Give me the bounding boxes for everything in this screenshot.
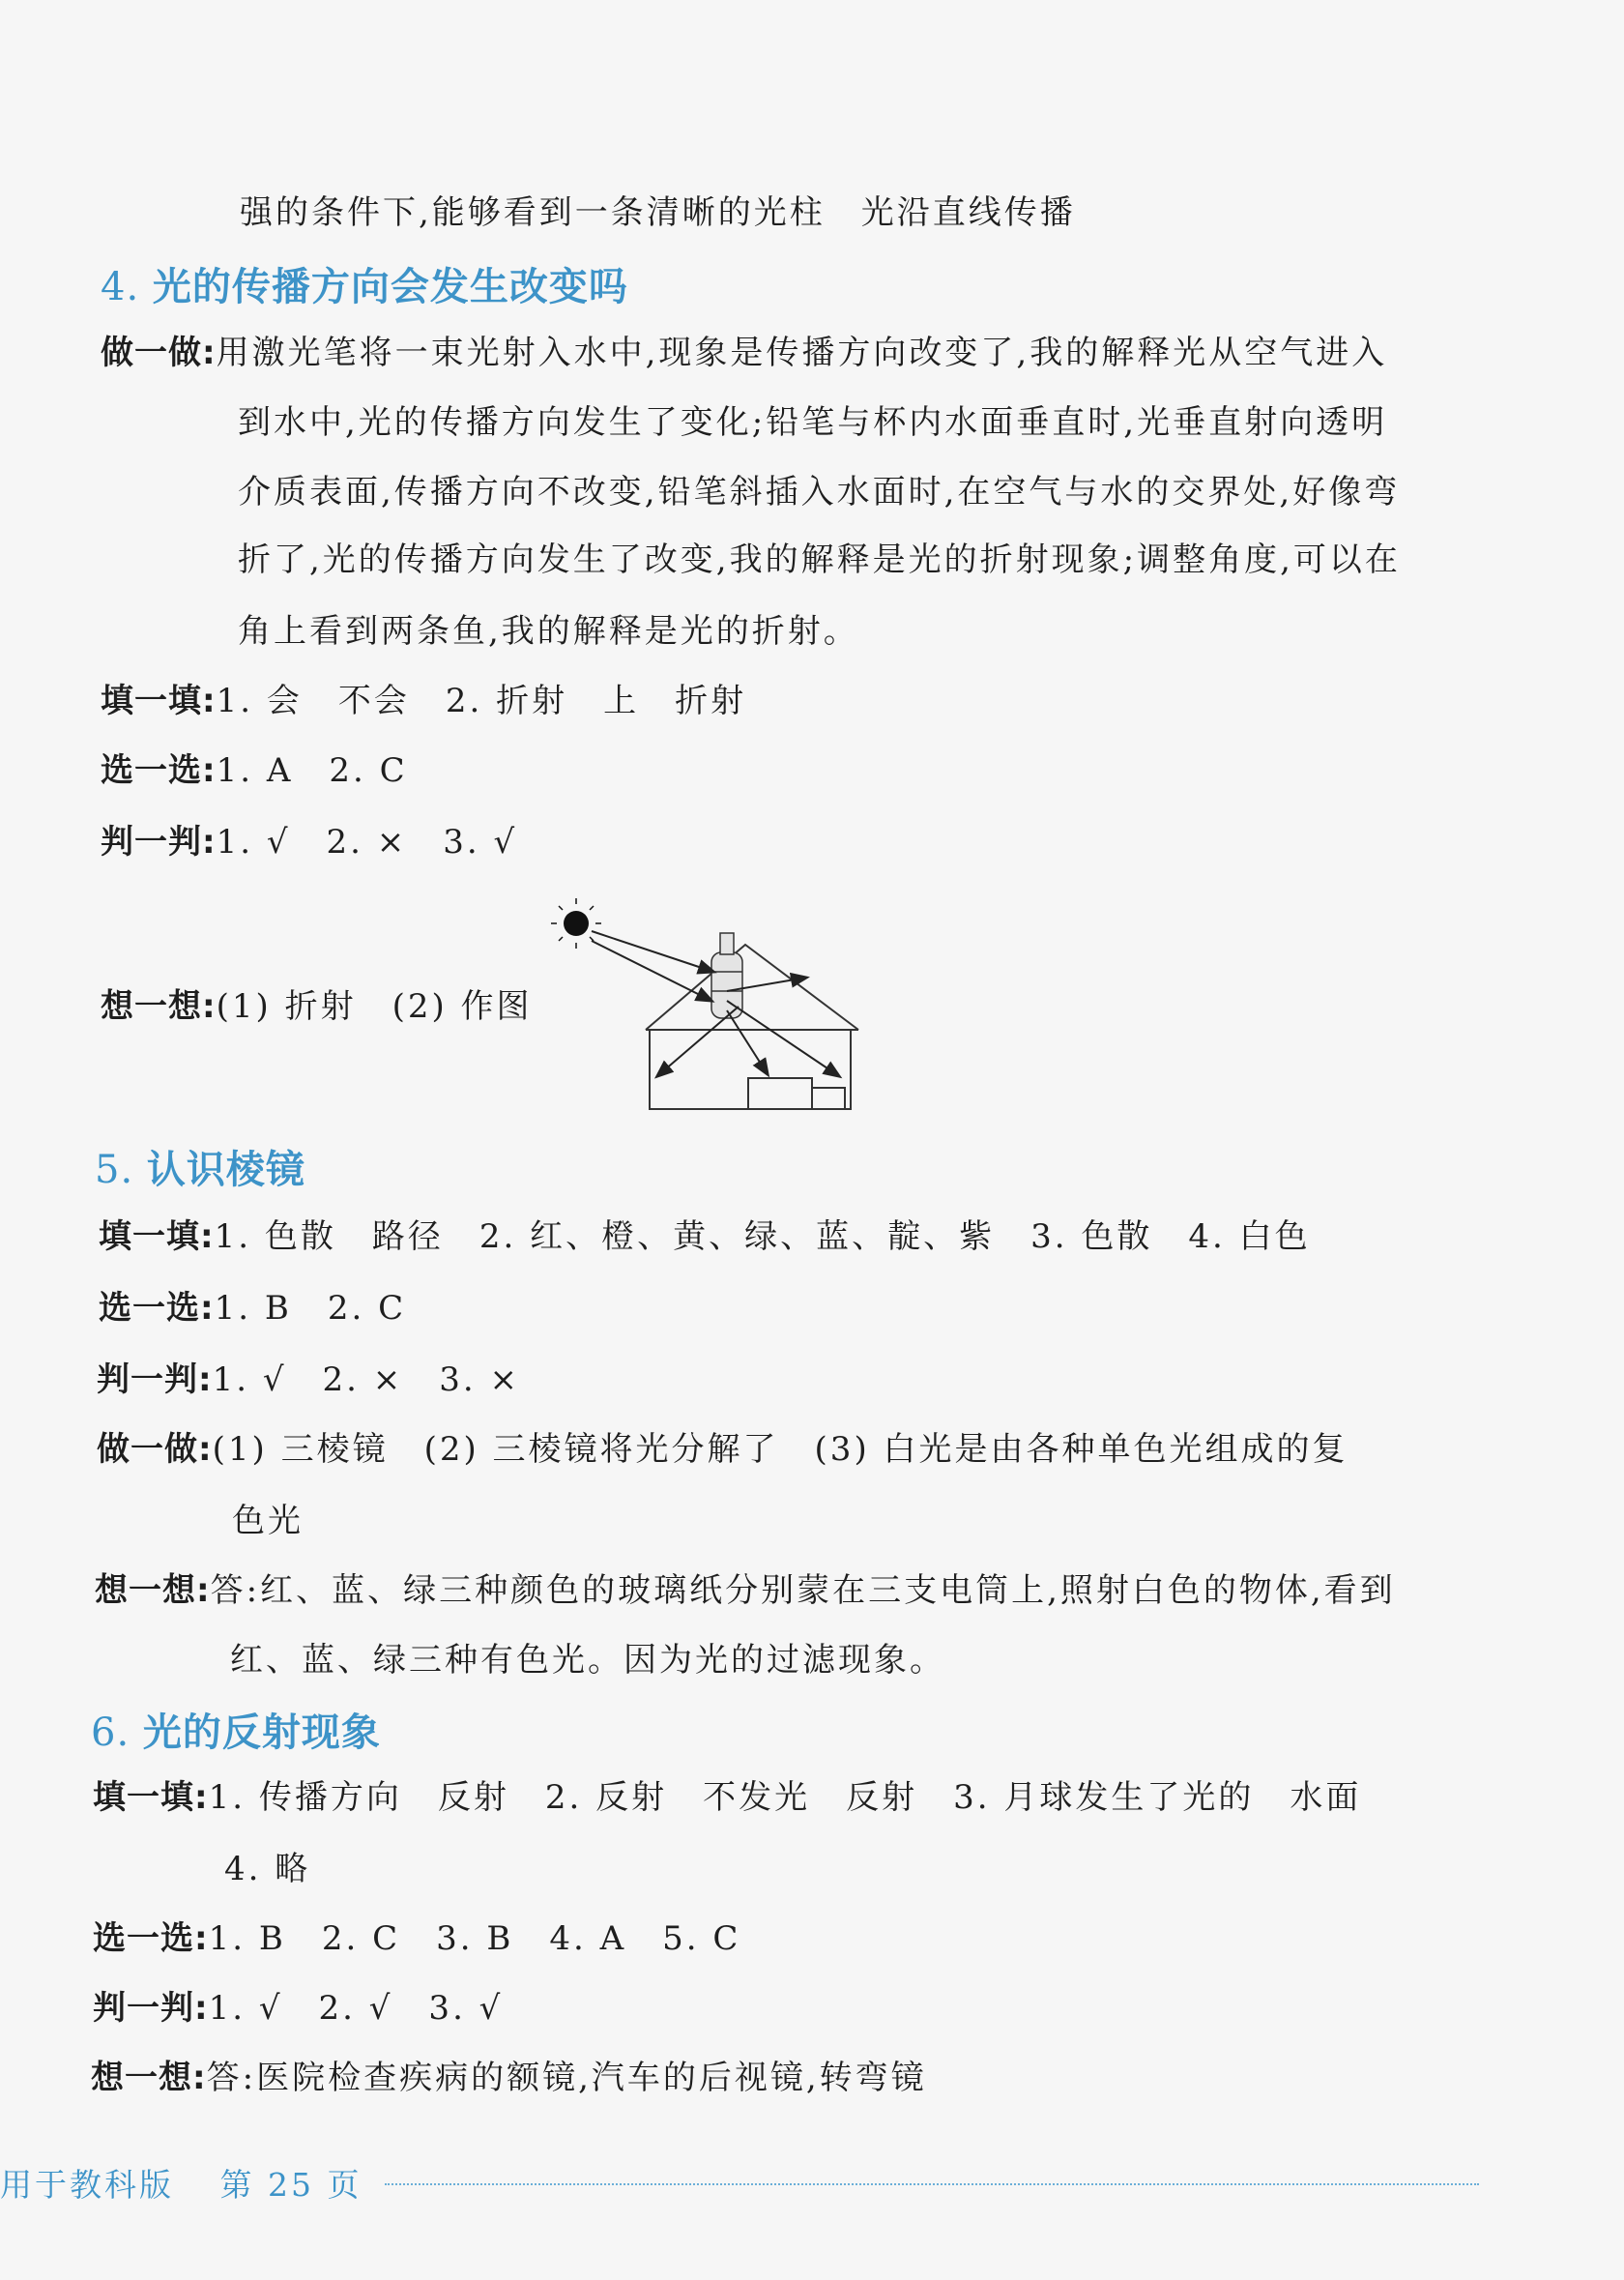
s4-xiang-line (101, 987, 533, 1026)
section-6-number: 6. (91, 1710, 130, 1755)
s4-zuo-line-5: 角上看到两条鱼,我的解释是光的折射。 (238, 612, 859, 651)
section-4-heading (101, 265, 628, 309)
s5-xuan-text: 1. B 2. C (214, 1289, 407, 1328)
s5-xiang-line-1 (95, 1571, 1396, 1610)
s6-pan-text: 1. √ 2. √ 3. √ (208, 1989, 504, 2028)
s6-tian-label: 填一填: (93, 1778, 209, 1817)
house-outline (646, 945, 858, 1109)
s5-xiang-line-2: 红、蓝、绿三种有色光。因为光的过滤现象。 (230, 1641, 945, 1680)
s6-tian-text-1: 1. 传播方向 反射 2. 反射 不发光 反射 3. 月球发生了光的 水面 (208, 1778, 1362, 1817)
bottle-icon (711, 933, 742, 1018)
s6-xiang-line (91, 2059, 927, 2097)
s4-xiang-label: 想一想: (101, 987, 217, 1026)
s4-pan-line (101, 823, 518, 862)
section-5-heading (95, 1148, 305, 1192)
footer-dotted-rule (385, 2183, 1479, 2185)
s4-tian-text: 1. 会 不会 2. 折射 上 折射 (216, 682, 747, 720)
s4-zuo-text-1: 用激光笔将一束光射入水中,现象是传播方向改变了,我的解释光从空气进入 (216, 334, 1388, 372)
s4-pan-text: 1. √ 2. × 3. √ (216, 823, 518, 862)
s5-zuo-line-1 (97, 1430, 1348, 1469)
section-5-number: 5. (95, 1148, 134, 1192)
s4-tian-label: 填一填: (101, 682, 217, 720)
s5-pan-line (97, 1360, 520, 1399)
section-6-heading (91, 1710, 381, 1755)
page-number: 第 25 页 (219, 2166, 362, 2204)
s5-xiang-label: 想一想: (95, 1571, 211, 1610)
s4-zuo-label: 做一做: (101, 334, 217, 372)
s6-pan-line (93, 1989, 504, 2028)
s5-zuo-line-2: 色光 (232, 1502, 304, 1540)
s6-pan-label: 判一判: (93, 1989, 209, 2028)
s4-xuan-line (101, 751, 408, 790)
s6-xiang-text: 答:医院检查疾病的额镜,汽车的后视镜,转弯镜 (206, 2059, 927, 2097)
s4-zuo-line-4: 折了,光的传播方向发生了改变,我的解释是光的折射现象;调整角度,可以在 (238, 541, 1401, 579)
section-4-number: 4. (101, 265, 140, 309)
s6-xiang-label: 想一想: (91, 2059, 207, 2097)
footer-edition: 用于教科版 (0, 2166, 174, 2204)
s5-tian-line (99, 1217, 1311, 1256)
s4-pan-label: 判一判: (101, 823, 217, 862)
s4-xiang-text: (1) 折射 (2) 作图 (216, 987, 533, 1026)
s4-xuan-label: 选一选: (101, 751, 217, 790)
s6-tian-line-2: 4. 略 (224, 1850, 311, 1888)
page-footer (0, 2166, 362, 2204)
s5-tian-label: 填一填: (99, 1217, 215, 1256)
s6-xuan-line (93, 1919, 741, 1958)
s5-pan-label: 判一判: (97, 1360, 213, 1399)
s4-zuo-line-2: 到水中,光的传播方向发生了变化;铅笔与杯内水面垂直时,光垂直射向透明 (238, 403, 1388, 442)
section-6-title: 光的反射现象 (142, 1710, 381, 1755)
s4-tian-line (101, 682, 747, 720)
s4-zuo-line-1 (101, 334, 1388, 372)
refraction-diagram (549, 894, 874, 1113)
s5-xuan-line (99, 1289, 407, 1328)
continuation-text: 强的条件下,能够看到一条清晰的光柱 光沿直线传播 (240, 193, 1076, 232)
s5-pan-text: 1. √ 2. × 3. × (212, 1360, 520, 1399)
s6-xuan-text: 1. B 2. C 3. B 4. A 5. C (208, 1919, 741, 1958)
s4-xuan-text: 1. A 2. C (216, 751, 408, 790)
s4-zuo-line-3: 介质表面,传播方向不改变,铅笔斜插入水面时,在空气与水的交界处,好像弯 (238, 473, 1401, 512)
s5-xuan-label: 选一选: (99, 1289, 215, 1328)
s6-tian-line-1 (93, 1778, 1362, 1817)
s5-tian-text: 1. 色散 路径 2. 红、橙、黄、绿、蓝、靛、紫 3. 色散 4. 白色 (214, 1217, 1311, 1256)
s6-xuan-label: 选一选: (93, 1919, 209, 1958)
s5-zuo-label: 做一做: (97, 1430, 213, 1469)
s5-zuo-text-1: (1) 三棱镜 (2) 三棱镜将光分解了 (3) 白光是由各种单色光组成的复 (212, 1430, 1348, 1469)
section-4-title: 光的传播方向会发生改变吗 (152, 265, 628, 309)
section-5-title: 认识棱镜 (146, 1148, 305, 1192)
s5-xiang-text-1: 答:红、蓝、绿三种颜色的玻璃纸分别蒙在三支电筒上,照射白色的物体,看到 (210, 1571, 1396, 1610)
